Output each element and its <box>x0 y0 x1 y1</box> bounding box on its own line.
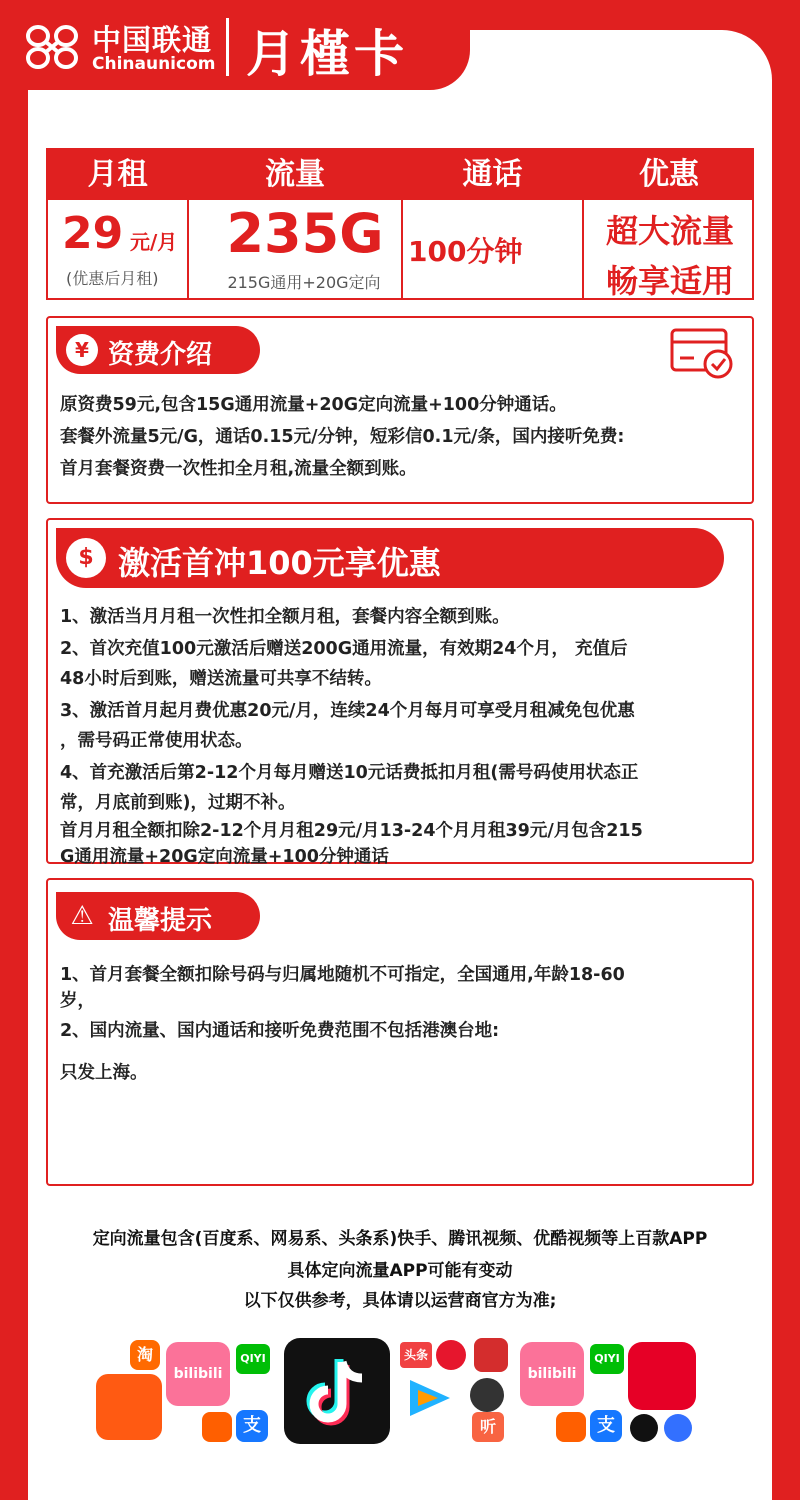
data-note: 215G通用+20G定向 <box>227 273 381 292</box>
section-title: 资费介绍 <box>108 340 213 370</box>
footer-line: 具体定向流量APP可能有变动 <box>287 1261 513 1281</box>
qq-icon <box>630 1414 658 1442</box>
warning-icon: ⚠ <box>70 901 94 931</box>
fee-line: 首月套餐资费一次性扣全月租,流量全额到账。 <box>60 459 417 479</box>
call-minutes: 100分钟 <box>408 235 523 268</box>
activation-line: G通用流量+20G定向流量+100分钟通话 <box>60 847 389 867</box>
toutiao-icon: 头条 <box>400 1342 432 1368</box>
fee-line: 套餐外流量5元/G，通话0.15元/分钟，短彩信0.1元/条，国内接听免费: <box>60 427 625 447</box>
bilibili-icon: bilibili <box>166 1342 230 1406</box>
yen-icon: ¥ <box>66 334 98 366</box>
ting-icon: 听 <box>472 1412 504 1442</box>
price-value: 29 <box>62 208 124 259</box>
activation-line: 4、首充激活后第2-12个月每月赠送10元话费抵扣月租(需号码使用状态正 <box>60 763 639 783</box>
iqiyi-icon: QIYI <box>590 1344 624 1374</box>
footer-line: 以下仅供参考，具体请以运营商官方为准; <box>243 1291 557 1311</box>
tip-line: 岁， <box>60 991 95 1011</box>
header-divider <box>226 18 229 76</box>
section-title: 激活首冲100元享优惠 <box>118 544 441 582</box>
header-monthly-fee: 月租 <box>48 150 187 200</box>
section-title: 温馨提示 <box>108 906 213 936</box>
brand-name: 中国联通 <box>92 23 213 57</box>
dollar-refresh-icon: $ <box>66 538 106 578</box>
activation-line: ，需号码正常使用状态。 <box>60 731 253 751</box>
douyin-icon <box>284 1338 390 1444</box>
activation-line: 常，月底前到账)，过期不补。 <box>60 793 296 813</box>
card-check-icon <box>670 326 736 380</box>
activation-line: 2、首次充值100元激活后赠送200G通用流量，有效期24个月， 充值后 <box>60 639 628 659</box>
alipay-icon: 支 <box>590 1410 622 1442</box>
card-title: 月槿卡 <box>246 25 408 83</box>
taobao-icon: 淘 <box>130 1340 160 1370</box>
price-unit: 元/月 <box>130 230 178 254</box>
soul-icon <box>470 1378 504 1412</box>
tip-line: 1、首月套餐全额扣除号码与归属地随机不可指定，全国通用,年龄18-60 <box>60 965 625 985</box>
bilibili-icon: bilibili <box>520 1342 584 1406</box>
mango-icon <box>556 1412 586 1442</box>
footer-line: 定向流量包含(百度系、网易系、头条系)快手、腾讯视频、优酷视频等上百款APP <box>92 1229 708 1249</box>
activation-line: 1、激活当月月租一次性扣全额月租，套餐内容全额到账。 <box>60 607 510 627</box>
douyin-note-icon <box>284 1338 390 1444</box>
header-data: 流量 <box>189 150 401 200</box>
price-note: (优惠后月租) <box>66 269 159 288</box>
news-icon <box>474 1338 508 1372</box>
netease-music-icon <box>628 1342 696 1410</box>
section-title-pill <box>56 528 724 588</box>
feishu-icon <box>664 1414 692 1442</box>
plan-summary-table <box>46 148 754 300</box>
fee-section <box>46 316 754 504</box>
section-title-pill <box>56 892 260 940</box>
iqiyi-icon: QIYI <box>236 1344 270 1374</box>
header-calls: 通话 <box>403 150 582 200</box>
alipay-icon: 支 <box>236 1410 268 1442</box>
header-offers: 优惠 <box>584 150 754 200</box>
china-unicom-logo-icon <box>18 22 86 72</box>
fee-line: 原资费59元,包含15G通用流量+20G定向流量+100分钟通话。 <box>60 395 567 415</box>
kuaishou-icon <box>96 1374 162 1440</box>
divider <box>187 150 189 300</box>
promo-line: 超大流量 <box>605 212 734 250</box>
section-title-pill <box>56 326 260 374</box>
weibo-icon <box>436 1340 466 1370</box>
data-value: 235G <box>226 202 384 265</box>
tip-line: 只发上海。 <box>60 1063 148 1083</box>
tip-line: 2、国内流量、国内通话和接听免费范围不包括港澳台地: <box>60 1021 500 1041</box>
mango-icon <box>202 1412 232 1442</box>
activation-section <box>46 518 754 867</box>
header <box>0 0 800 100</box>
activation-line: 首月月租全额扣除2-12个月月租29元/月13-24个月月租39元/月包含215 <box>60 821 643 841</box>
tips-section <box>46 878 754 1186</box>
brand-name-en: Chinaunicom <box>92 54 216 74</box>
activation-line: 48小时后到账，赠送流量可共享不结转。 <box>60 669 382 689</box>
promo-line: 畅享适用 <box>605 262 734 300</box>
activation-line: 3、激活首月起月费优惠20元/月，连续24个月每月可享受月租减免包优惠 <box>60 701 635 721</box>
tencent-video-icon <box>404 1376 454 1420</box>
